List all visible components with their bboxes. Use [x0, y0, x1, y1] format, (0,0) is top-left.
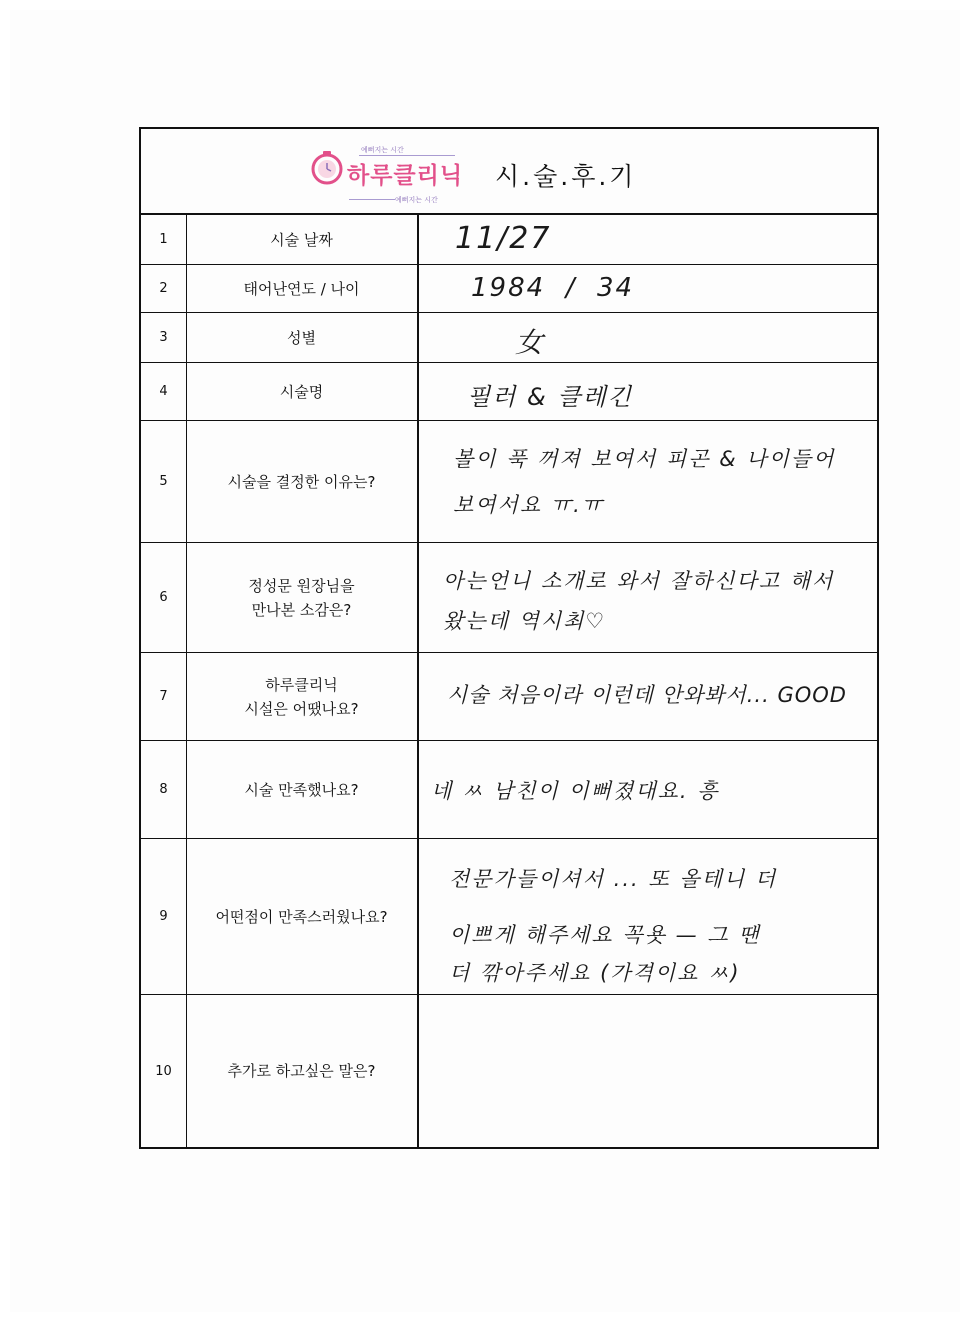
- handwritten-answer: 1984 / 34: [471, 273, 635, 303]
- handwritten-answer-line: 이쁘게 해주세요 꼭욧 — 그 땐: [449, 923, 761, 947]
- handwritten-answer-line: 왔는데 역시최♡: [443, 609, 607, 633]
- form-header: [141, 129, 877, 215]
- answer-cell: [419, 839, 877, 994]
- table-row: [141, 741, 877, 839]
- table-row: [141, 543, 877, 653]
- handwritten-answer: 네 ㅆ 남친이 이뻐졌대요. 흥: [431, 779, 720, 803]
- clock-logo-icon: [309, 149, 345, 185]
- table-row: [141, 995, 877, 1147]
- question-label: 시술을 결정한 이유는?: [186, 421, 419, 542]
- row-number: 1: [141, 215, 187, 264]
- table-row: [141, 839, 877, 995]
- handwritten-answer-line: 보여서요 ㅠ.ㅠ: [453, 493, 605, 517]
- table-row: [141, 421, 877, 543]
- answer-cell: [419, 363, 877, 420]
- row-number: 6: [141, 543, 187, 652]
- logo-divider-bottom: [349, 199, 395, 200]
- answer-cell: [419, 995, 877, 1147]
- table-row: [141, 653, 877, 741]
- table-row: [141, 313, 877, 363]
- question-label: 시술 날짜: [186, 215, 419, 264]
- question-label: 시술 만족했나요?: [186, 741, 419, 838]
- row-number: 9: [141, 839, 187, 994]
- question-label: 태어난연도 / 나이: [186, 265, 419, 312]
- form-title: 시.술.후.기: [495, 162, 637, 191]
- question-label: 성별: [186, 313, 419, 362]
- table-row: [141, 265, 877, 313]
- answer-cell: [419, 543, 877, 652]
- logo-tagline-bottom: 예뻐지는 시간: [395, 196, 438, 204]
- logo-divider-top: [359, 155, 455, 156]
- row-number: 4: [141, 363, 187, 420]
- answer-cell: [419, 265, 877, 312]
- review-form: [139, 127, 879, 1149]
- logo-tagline-top: 예뻐지는 시간: [361, 146, 404, 154]
- handwritten-answer: 11/27: [455, 221, 552, 256]
- answer-cell: [419, 215, 877, 264]
- handwritten-answer-line: 볼이 푹 꺼져 보여서 피곤 & 나이들어: [453, 447, 836, 471]
- handwritten-answer: 필러 & 클레긴: [467, 383, 633, 411]
- row-number: 7: [141, 653, 187, 740]
- table-row: [141, 363, 877, 421]
- answer-cell: [419, 421, 877, 542]
- answer-cell: [419, 313, 877, 362]
- handwritten-answer-line: 전문가들이셔서 ... 또 올테니 더: [449, 867, 778, 891]
- answer-cell: [419, 653, 877, 740]
- answer-cell: [419, 741, 877, 838]
- logo-wordmark: 하루클리닉: [347, 163, 464, 189]
- handwritten-answer: 女: [515, 326, 546, 359]
- question-label: 추가로 하고싶은 말은?: [186, 995, 419, 1147]
- row-number: 10: [141, 995, 187, 1147]
- handwritten-answer: 시술 처음이라 이런데 안와봐서... GOOD: [447, 683, 847, 707]
- handwritten-answer-line: 더 깎아주세요 (가격이요 ㅆ): [449, 961, 741, 985]
- row-number: 2: [141, 265, 187, 312]
- row-number: 3: [141, 313, 187, 362]
- row-number: 8: [141, 741, 187, 838]
- handwritten-answer-line: 아는언니 소개로 와서 잘하신다고 해서: [443, 569, 835, 593]
- table-row: [141, 215, 877, 265]
- question-label: 시술명: [186, 363, 419, 420]
- question-label: 하루클리닉 시설은 어땠나요?: [186, 653, 419, 740]
- clinic-logo: [309, 143, 469, 203]
- question-label: 어떤점이 만족스러웠나요?: [186, 839, 419, 994]
- question-label: 정성문 원장님을 만나본 소감은?: [186, 543, 419, 652]
- row-number: 5: [141, 421, 187, 542]
